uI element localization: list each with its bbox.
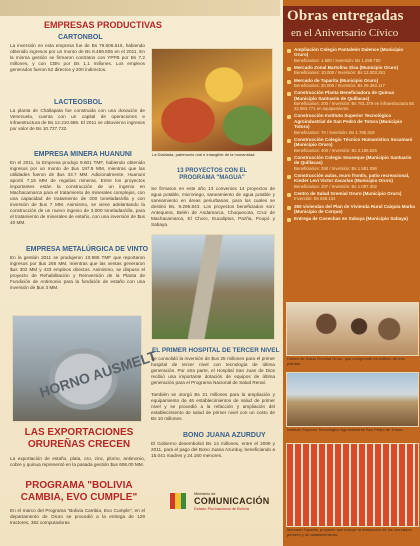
list-item-title: Construcción Colegio Técnico Humanístico Socamani (Municipio Oruro)	[294, 136, 413, 148]
azurduy-title: BONO JUANA AZURDUY	[183, 432, 266, 439]
subtitle-lacteosbol: LACTEOSBOL	[54, 99, 103, 106]
list-item-detail: Beneficiarios: 337 / Inversión: Bs 1.097.302	[294, 183, 377, 189]
list-item-title: Construcción Colegio Seuseque (Municipio Santuario de Quillacas)	[294, 154, 412, 166]
health-center-caption: Centro de Salud Gremial Oruro, que comprende en edificio de tres plantas.	[287, 356, 405, 366]
list-item-title: Construcción Instituto Superior Tecnológico Agroindustrial de San Pedro de Totora (Municipio Totora)	[294, 113, 403, 130]
list-item-title: Mercado Zonal Bartolina Sisa (Municipio Oruro)	[294, 65, 399, 71]
list-item-title: Centro de Salud Gremial Oruro (Municipio Oruro)	[294, 190, 402, 196]
institute-photo	[286, 372, 419, 427]
smelter-furnace-photo	[12, 315, 159, 422]
bullet-icon	[287, 193, 291, 197]
list-item	[287, 216, 418, 222]
subtitle-huanuni: EMPRESA MINERA HUANUNI	[34, 151, 132, 158]
page-subtitle: en el Aniversario Cívico	[291, 27, 399, 39]
list-item	[287, 47, 418, 63]
diablada-caption: La Diablada, patrimonio oral e intangible de la humanidad.	[152, 152, 256, 157]
text-cartonbol: La inversión en esta empresa fue de Bs 79.506.616, habiendo obtenido ingresos por un monto de Bs 8.489.505 en el 2011. En la misma gestión se firmaron contratos con YPFB por Bs 7,2 millones, y con CBN por Bs 1,1 millones. Los empleos generados fueron 62 directos y 200 indirectos.	[10, 43, 145, 72]
section-title-empresas: EMPRESAS PRODUCTIVAS	[44, 20, 162, 30]
bullet-icon	[287, 206, 291, 210]
program-text: En el marco del Programa "Bolivia Cambia, Evo Cumple", en el departamento de Oruro se procedió a la entrega de 129 tractores, 362 computadoras	[10, 508, 145, 525]
list-item-title: Construcción aulas, muro frontis, patio recreacional, Kinder Levi Victor Zacarías (Municipio Oruro)	[294, 172, 410, 184]
list-item-title: Ampliación Colegio Pantaleón Dalence (Municipio Oruro)	[294, 47, 404, 58]
list-item	[287, 191, 418, 202]
furnace-label: HORNO AUSMELT	[37, 347, 159, 401]
bullet-icon	[287, 115, 291, 119]
market-caption: Mercado Taparita, proyecto que incluye la instalación de los mercados primero y de abastecimiento.	[287, 527, 412, 537]
list-item-detail: Beneficiarios: 1.600 / Inversión: Bs 1.288.750	[294, 57, 381, 63]
text-huanuni: En el 2011, la Empresa produjo 9.601 TMF, habiendo obtenido ingresos por un monto de $us 197.9 MM, mientras que las utilidades fueron de $us 33.7 MM. Adicionalmente, Huanuni aportó 7,15 MM de regalías mineras. Entre los proyectos importantes están la construcción de un ingenio en Machacamarca para el tratamiento de minerales complejos, con una capacidad de tratamiento de 200 toneladas/día y con inversión de $us 7 MM. Asimismo, se viene adelantando la construcción de un nuevo ingenio de 3.000 toneladas/día, para el tratamiento de minerales de estaño, con una inversión de $us 40 MM.	[10, 160, 145, 225]
list-item-title: Construcción Planta Beneficiadora de Quinua (Municipio Santuario de Quillacas)	[294, 90, 395, 101]
list-item	[287, 155, 418, 171]
magua-title: 13 PROYECTOS CON EL PROGRAMA "MAGUA"	[176, 168, 248, 181]
hospital-text: Se consolidó la inversión de $us 25 millones para el primer hospital de tercer nivel con tecnología de última generación. Por otra parte, el Hospital San Juan de Dios recibió una importante dotación de equipos de última generación para el Programa Nacional de Salud Renal.	[151, 356, 275, 385]
health-text: También se otorgó Bs 21 millones para la ampliación y equipamiento de 46 establecimientos de salud de primer nivel y se procedió a la refacción y ampliación del establecimiento de salud de primer nivel con un costo de Bs 10 millones.	[151, 392, 275, 421]
bullet-icon	[287, 92, 291, 96]
list-item	[287, 90, 418, 111]
list-item	[287, 173, 418, 189]
logo-top-text: Ministerio de	[194, 492, 216, 496]
subtitle-cartonbol: CARTONBOL	[58, 34, 103, 41]
exports-title: LAS EXPORTACIONES ORUREÑAS CRECEN	[24, 427, 134, 450]
bullet-icon	[287, 139, 291, 143]
magua-text: Se firmaron en este año 13 convenios 14 proyectos de agua potable, microriego, saneamiento de agua potable y saneamiento en áreas periurbanas, para los cuales se destinó Bs. 9.295.843. Los proyectos beneficiados son: Antequera, Belén de Andamarca, Choquecota, Cruz de Machacamarca, El Choro, Eucaliptus, Pazña, Poopó y Sabaya.	[151, 186, 275, 227]
bullet-icon	[287, 157, 291, 161]
list-item-detail: Beneficiarios: 400 / Inversión: Bs 2.185.545	[294, 147, 377, 153]
logo-main-text: COMUNICACIÓN	[194, 496, 270, 506]
health-center-photo	[286, 302, 419, 356]
page-title: Obras entregadas	[287, 8, 404, 24]
list-item	[287, 65, 418, 76]
list-item-title: Entrega de Cosechas en Sabaya (Municipio Sabaya)	[294, 216, 408, 222]
bullet-icon	[287, 175, 291, 179]
ministry-logo	[170, 490, 280, 514]
list-item-title: 350 viviendas del Plan de Vivienda Rural Caiquia Marka (Municipio de Corque)	[294, 203, 415, 214]
program-title: PROGRAMA "BOLIVIA CAMBIA, EVO CUMPLE"	[20, 480, 138, 503]
list-item-detail: Beneficiarios: 70 / Inversión: Bs 1.785.319	[294, 129, 375, 135]
works-list	[287, 47, 418, 224]
list-item	[287, 113, 418, 134]
list-item	[287, 78, 418, 89]
road-photo	[151, 234, 275, 340]
list-item-title: Mercado de Taparita (Municipio Oruro)	[294, 77, 379, 83]
ministry-emblem-icon	[170, 493, 186, 509]
exports-text: La exportación de estaño, plata, oro, zinc, plomo, antimonio, cobre y quinua representó en la pasada gestión $us 606.00 MM.	[10, 456, 145, 467]
text-vinto: En la gestión 2011 se produjeron 10.985 TMF que reportaron ingresos por $us 266 MM, mientras que las ventas generaron $us 302 MM y 433 empleos directos. Asimismo, se dispuso el proyecto de Rehabilitación y Reinversión de la Planta de Fundición de Antimonio para la fundición de estaño con una inversión de $us 3 MM.	[10, 255, 145, 290]
diablada-photo	[151, 48, 273, 152]
list-item	[287, 137, 418, 153]
list-item	[287, 204, 418, 215]
bullet-icon	[287, 67, 291, 71]
bullet-icon	[287, 218, 291, 222]
hospital-title: EL PRIMER HOSPITAL DE TERCER NIVEL	[152, 347, 280, 354]
list-item-detail: Inversión: Bs 948.124	[294, 196, 336, 202]
top-banner-strip	[0, 0, 280, 16]
institute-caption: Instituto Superior Tecnológico Agroindustrial San Pedro de Totora.	[287, 427, 404, 432]
list-item-detail: Beneficiarios: 290 / Inversión: Bs 1.581.096	[294, 165, 377, 171]
list-item-detail: Beneficiarios: 200 / Inversión: Bs 701.379 en infraestructura Bs 22.983.771 en equipamiento	[294, 101, 415, 112]
list-item-detail: Beneficiarios: 30.000 / Inversión: Bs 29.363.117	[294, 83, 385, 89]
bullet-icon	[287, 80, 291, 84]
list-item-detail: Beneficiarios: 10.000 / Inversión: Bs 12.003.251	[294, 70, 386, 76]
bullet-icon	[287, 49, 291, 53]
azurduy-text: El Gobierno desembolsó Bs 14 millones, entre el 2009 y 2011, para el pago del Bono Juana Azurduy, beneficiando a 15.041 madres y 24.160 menores.	[151, 441, 275, 458]
subtitle-vinto: EMPRESA METALÚRGICA DE VINTO	[26, 246, 149, 253]
logo-sub-text: Estado Plurinacional de Bolivia	[194, 506, 249, 511]
market-photo	[286, 443, 419, 527]
text-lacteosbol: La planta de Challapata fue construida con una donación de Venezuela, cuenta con un capital de operaciones e infraestructura de Bs 12.210.586. El 2011 se obtuvieron ingresos por valor de Bs 10.727.722.	[10, 108, 145, 131]
